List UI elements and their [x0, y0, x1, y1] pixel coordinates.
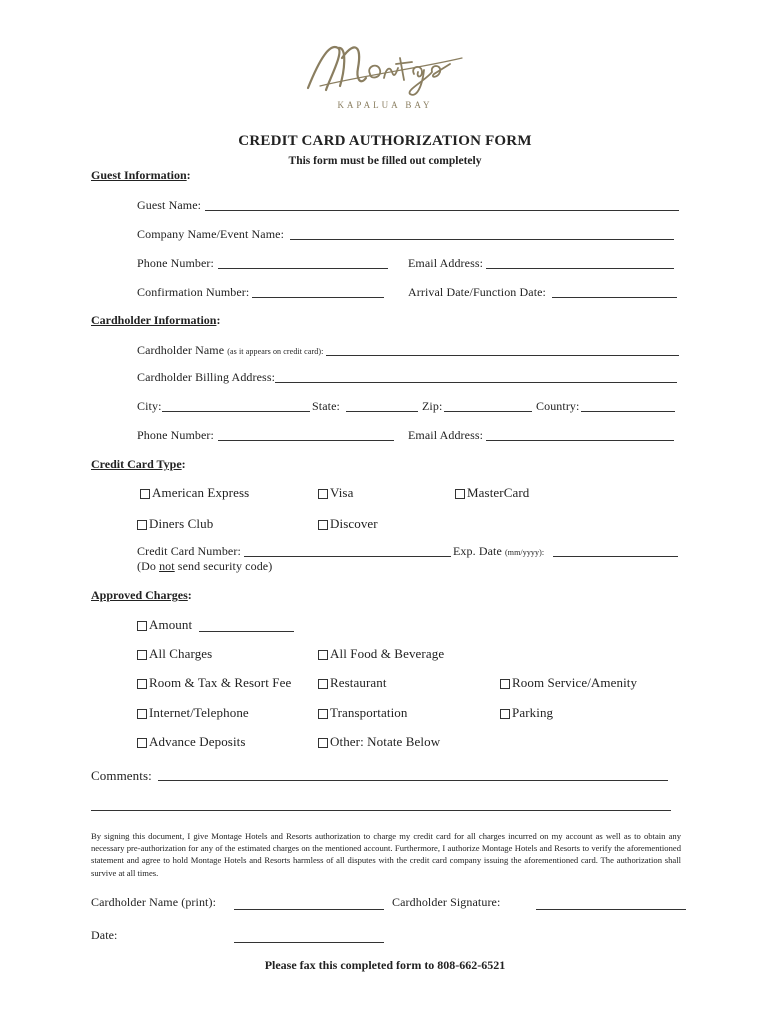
authorization-text: By signing this document, I give Montage Hotels and Resorts authorization to charge my credit card for all charges incurred on my account as well as to obtain any necessary pre-authorization for any of the estimated charges on the mentioned account. Furthermore, I authorize Montage Hotels and Resorts to verify the aforementioned statement and agree to hold Montage Hotels and Resorts harmless of all disputes with the credit card company issuing the aforementioned card. The authorization shall survive at all times.	[91, 831, 681, 878]
state-field[interactable]	[346, 411, 418, 412]
zip-label: Zip:	[422, 399, 443, 413]
cardholder-email-field[interactable]	[486, 440, 674, 441]
security-code-note: (Do not send security code)	[137, 559, 273, 573]
cardholder-name-field[interactable]	[326, 355, 679, 356]
logo-subtitle: KAPALUA BAY	[337, 100, 433, 110]
cardholder-signature-label: Cardholder Signature:	[392, 895, 501, 909]
american-express-label: American Express	[152, 485, 250, 500]
american-express-checkbox[interactable]	[140, 489, 150, 499]
company-name-field[interactable]	[290, 239, 674, 240]
exp-date-label: Exp. Date (mm/yyyy):	[453, 544, 545, 558]
guest-phone-field[interactable]	[218, 268, 388, 269]
advance-deposits-checkbox[interactable]	[137, 738, 147, 748]
date-label: Date:	[91, 928, 118, 942]
country-label: Country:	[536, 399, 580, 413]
mastercard-checkbox[interactable]	[455, 489, 465, 499]
cardholder-name-print-label: Cardholder Name (print):	[91, 895, 217, 909]
billing-address-field[interactable]	[275, 382, 677, 383]
cardholder-name-label: Cardholder Name (as it appears on credit card):	[137, 343, 324, 357]
transportation-checkbox[interactable]	[318, 709, 328, 719]
parking-checkbox[interactable]	[500, 709, 510, 719]
mastercard-label: MasterCard	[467, 485, 530, 500]
room-tax-label: Room & Tax & Resort Fee	[149, 675, 292, 690]
internet-telephone-label: Internet/Telephone	[149, 705, 249, 720]
amount-label: Amount	[149, 617, 193, 632]
all-charges-label: All Charges	[149, 646, 213, 661]
company-name-label: Company Name/Event Name:	[137, 227, 285, 241]
room-service-label: Room Service/Amenity	[512, 675, 638, 690]
exp-date-field[interactable]	[553, 556, 678, 557]
diners-club-label: Diners Club	[149, 516, 214, 531]
cardholder-name-print-field[interactable]	[234, 909, 384, 910]
advance-deposits-label: Advance Deposits	[149, 734, 246, 749]
amount-checkbox[interactable]	[137, 621, 147, 631]
billing-address-label: Cardholder Billing Address:	[137, 370, 276, 384]
comments-field-line-2[interactable]	[91, 810, 671, 811]
date-field[interactable]	[234, 942, 384, 943]
visa-label: Visa	[330, 485, 354, 500]
restaurant-label: Restaurant	[330, 675, 387, 690]
cardholder-signature-field[interactable]	[536, 909, 686, 910]
all-food-beverage-checkbox[interactable]	[318, 650, 328, 660]
cardholder-information-heading: Cardholder Information:	[91, 313, 221, 327]
restaurant-checkbox[interactable]	[318, 679, 328, 689]
cardholder-phone-field[interactable]	[218, 440, 394, 441]
zip-field[interactable]	[444, 411, 532, 412]
all-charges-checkbox[interactable]	[137, 650, 147, 660]
credit-card-type-heading: Credit Card Type:	[91, 457, 186, 471]
page-title: CREDIT CARD AUTHORIZATION FORM	[238, 133, 532, 149]
confirmation-number-field[interactable]	[252, 297, 384, 298]
internet-telephone-checkbox[interactable]	[137, 709, 147, 719]
credit-card-number-field[interactable]	[244, 556, 451, 557]
confirmation-number-label: Confirmation Number:	[137, 285, 250, 299]
fax-instructions: Please fax this completed form to 808-662-6521	[264, 958, 506, 972]
approved-charges-heading: Approved Charges:	[91, 588, 192, 602]
guest-name-label: Guest Name:	[137, 198, 202, 212]
all-food-beverage-label: All Food & Beverage	[330, 646, 445, 661]
comments-field-line-1[interactable]	[158, 780, 668, 781]
diners-club-checkbox[interactable]	[137, 520, 147, 530]
room-service-checkbox[interactable]	[500, 679, 510, 689]
city-field[interactable]	[162, 411, 310, 412]
discover-checkbox[interactable]	[318, 520, 328, 530]
cardholder-email-label: Email Address:	[408, 428, 484, 442]
state-label: State:	[312, 399, 340, 413]
other-label: Other: Notate Below	[330, 734, 441, 749]
cardholder-phone-label: Phone Number:	[137, 428, 214, 442]
other-checkbox[interactable]	[318, 738, 328, 748]
room-tax-checkbox[interactable]	[137, 679, 147, 689]
transportation-label: Transportation	[330, 705, 408, 720]
page-subtitle: This form must be filled out completely	[288, 155, 482, 167]
country-field[interactable]	[581, 411, 675, 412]
arrival-date-field[interactable]	[552, 297, 677, 298]
arrival-date-label: Arrival Date/Function Date:	[408, 285, 546, 299]
guest-email-label: Email Address:	[408, 256, 484, 270]
visa-checkbox[interactable]	[318, 489, 328, 499]
guest-email-field[interactable]	[486, 268, 674, 269]
guest-phone-label: Phone Number:	[137, 256, 214, 270]
guest-name-field[interactable]	[205, 210, 679, 211]
discover-label: Discover	[330, 516, 378, 531]
comments-label: Comments:	[91, 768, 152, 783]
parking-label: Parking	[512, 705, 554, 720]
city-label: City:	[137, 399, 162, 413]
credit-card-number-label: Credit Card Number:	[137, 544, 241, 558]
amount-field[interactable]	[199, 631, 294, 632]
guest-information-heading: Guest Information:	[91, 168, 191, 182]
